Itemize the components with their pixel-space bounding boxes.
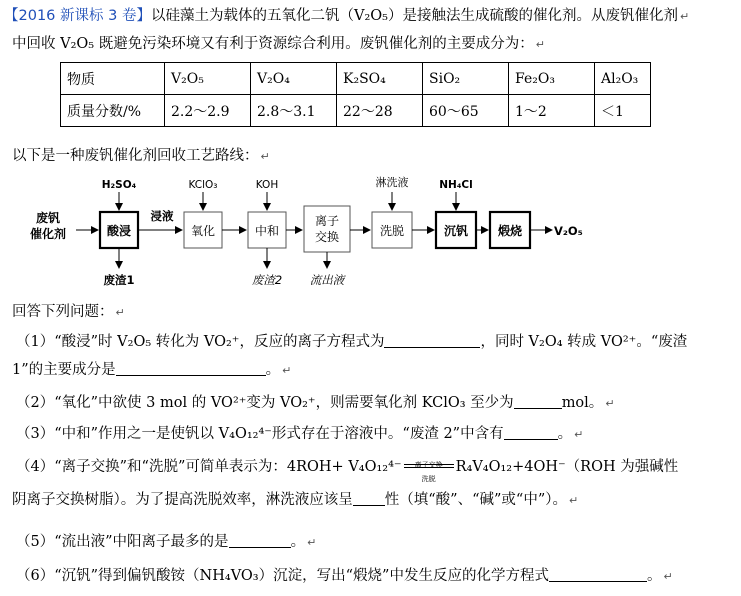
question-1-line-1 [16, 332, 687, 352]
question-text: 。 [265, 362, 281, 378]
question-text: 性（填“酸”、“碱”或“中”）。 [384, 492, 567, 508]
table-cell: 22～28 [337, 95, 423, 127]
question-2 [16, 393, 615, 414]
question-number: （2） [16, 395, 55, 411]
table-cell: ＜1 [595, 95, 651, 127]
flow-step-label: 洗脱 [379, 224, 405, 238]
table-row [61, 95, 651, 127]
table-cell: 2.2～2.9 [165, 95, 251, 127]
arrow-bottom-label: 洗脱 [421, 475, 436, 483]
answer-blank[interactable] [116, 361, 266, 376]
table-header-cell: K₂SO₄ [337, 63, 423, 95]
flow-reagent-label: H₂SO₄ [101, 179, 137, 191]
question-3 [16, 424, 583, 445]
question-4-line-2 [12, 490, 578, 511]
flow-step-label: 煅烧 [497, 224, 523, 238]
flow-product-label: V₂O₅ [554, 224, 583, 238]
question-text: ，同时 V₂O₄ 转成 VO²⁺。“废渣 [480, 334, 688, 350]
question-text: R₄V₄O₁₂+4OH⁻（ROH 为强碱性 [455, 459, 679, 475]
flow-byproduct-label: 废渣2 [251, 273, 283, 287]
question-text: “离子交换”和“洗脱”可简单表示为：4ROH+ V₄O₁₂⁴⁻ [54, 459, 402, 475]
paragraph-mark-icon: ↵ [574, 428, 584, 441]
question-number: （3） [16, 426, 55, 442]
flow-reagent-label: KClO₃ [188, 179, 218, 191]
answer-blank[interactable] [384, 333, 480, 348]
flow-step-label: 氧化 [190, 224, 216, 238]
flow-reagent-label: KOH [255, 179, 279, 191]
reversible-arrow-icon [402, 457, 456, 483]
flow-input-label: 废钒 [35, 211, 61, 225]
answer-intro-text: 回答下列问题： [12, 304, 114, 320]
flow-step-label: 沉钒 [443, 224, 469, 238]
answer-blank[interactable] [514, 394, 562, 409]
flow-reagent-label: NH₄Cl [439, 179, 473, 191]
paragraph-mark-icon: ↵ [568, 494, 579, 507]
flow-filtrate-label: 浸液 [150, 209, 174, 223]
paragraph-mark-icon: ↵ [679, 10, 690, 23]
table-cell: 1～2 [509, 95, 595, 127]
table-row-label: 质量分数/% [61, 95, 165, 127]
answer-blank[interactable] [549, 567, 647, 582]
intro-text-2: 中回收 V₂O₅ 既避免污染环境又有利于资源综合利用。废钒催化剂的主要成分为： [12, 36, 534, 52]
paragraph-mark-icon: ↵ [260, 150, 270, 163]
question-text: “中和”作用之一是使钒以 V₄O₁₂⁴⁻形式存在于溶液中。“废渣 2”中含有 [54, 426, 504, 442]
intro-line-2 [12, 34, 545, 55]
question-number: （5） [16, 534, 55, 550]
intro-line-1 [4, 6, 689, 27]
flow-step-label: 酸浸 [106, 224, 132, 238]
question-text: 。 [557, 426, 573, 442]
paragraph-mark-icon: ↵ [663, 570, 673, 583]
table-header-cell: SiO₂ [423, 63, 509, 95]
question-text: “氧化”中欲使 3 mol 的 VO²⁺变为 VO₂⁺，则需要氧化剂 KClO₃ 至少为 [54, 395, 514, 411]
flow-step-label: 中和 [254, 224, 280, 238]
flow-byproduct-label: 废渣1 [103, 273, 135, 287]
paragraph-mark-icon: ↵ [282, 364, 292, 377]
table-header-cell: V₂O₅ [165, 63, 251, 95]
answer-blank[interactable] [229, 533, 291, 548]
question-text: 阴离子交换树脂）。为了提高洗脱效率，淋洗液应该呈 [12, 492, 353, 508]
question-text: “沉钒”得到偏钒酸铵（NH₄VO₃）沉淀，写出“煅烧”中发生反应的化学方程式 [54, 568, 549, 584]
answer-intro [12, 302, 125, 323]
table-header-cell: Fe₂O₃ [509, 63, 595, 95]
flow-reagent-label: 淋洗液 [375, 176, 409, 189]
question-text: 1”的主要成分是 [12, 362, 116, 378]
flow-intro [12, 146, 270, 167]
flow-byproduct-label: 流出液 [309, 273, 345, 287]
question-6 [16, 566, 673, 587]
question-4-line-1 [16, 457, 679, 483]
question-number: （4） [16, 459, 55, 475]
paragraph-mark-icon: ↵ [605, 397, 615, 410]
answer-blank[interactable] [504, 425, 558, 440]
intro-text-1: 以硅藻土为载体的五氧化二钒（V₂O₅）是接触法生成硫酸的催化剂。从废钒催化剂 [150, 8, 678, 24]
flow-step-label: 离子交换 [314, 214, 340, 244]
flow-input-label: 催化剂 [29, 227, 67, 241]
composition-table [60, 62, 651, 127]
answer-blank[interactable] [353, 491, 385, 506]
arrow-top-label: 离子交换 [414, 461, 443, 469]
paragraph-mark-icon: ↵ [307, 536, 317, 549]
question-number: （1） [16, 334, 55, 350]
table-header-cell: V₂O₄ [251, 63, 337, 95]
question-number: （6） [16, 568, 55, 584]
flow-step-box [304, 206, 350, 252]
question-text: 。 [646, 568, 662, 584]
table-cell: 2.8～3.1 [251, 95, 337, 127]
question-1-line-2 [12, 360, 291, 381]
question-5 [16, 532, 316, 553]
question-text: “流出液”中阳离子最多的是 [54, 534, 229, 550]
paragraph-mark-icon: ↵ [115, 306, 125, 319]
paragraph-mark-icon: ↵ [535, 38, 545, 51]
table-header-cell: 物质 [61, 63, 165, 95]
table-header-row [61, 63, 651, 95]
flow-intro-text: 以下是一种废钒催化剂回收工艺路线： [12, 148, 259, 164]
source-tag: 【2016 新课标 3 卷】 [4, 8, 151, 24]
question-text: mol。 [561, 395, 604, 411]
question-text: 。 [290, 534, 306, 550]
process-flow-diagram [0, 170, 600, 296]
table-cell: 60～65 [423, 95, 509, 127]
table-header-cell: Al₂O₃ [595, 63, 651, 95]
question-text: “酸浸”时 V₂O₅ 转化为 VO₂⁺，反应的离子方程式为 [54, 334, 385, 350]
